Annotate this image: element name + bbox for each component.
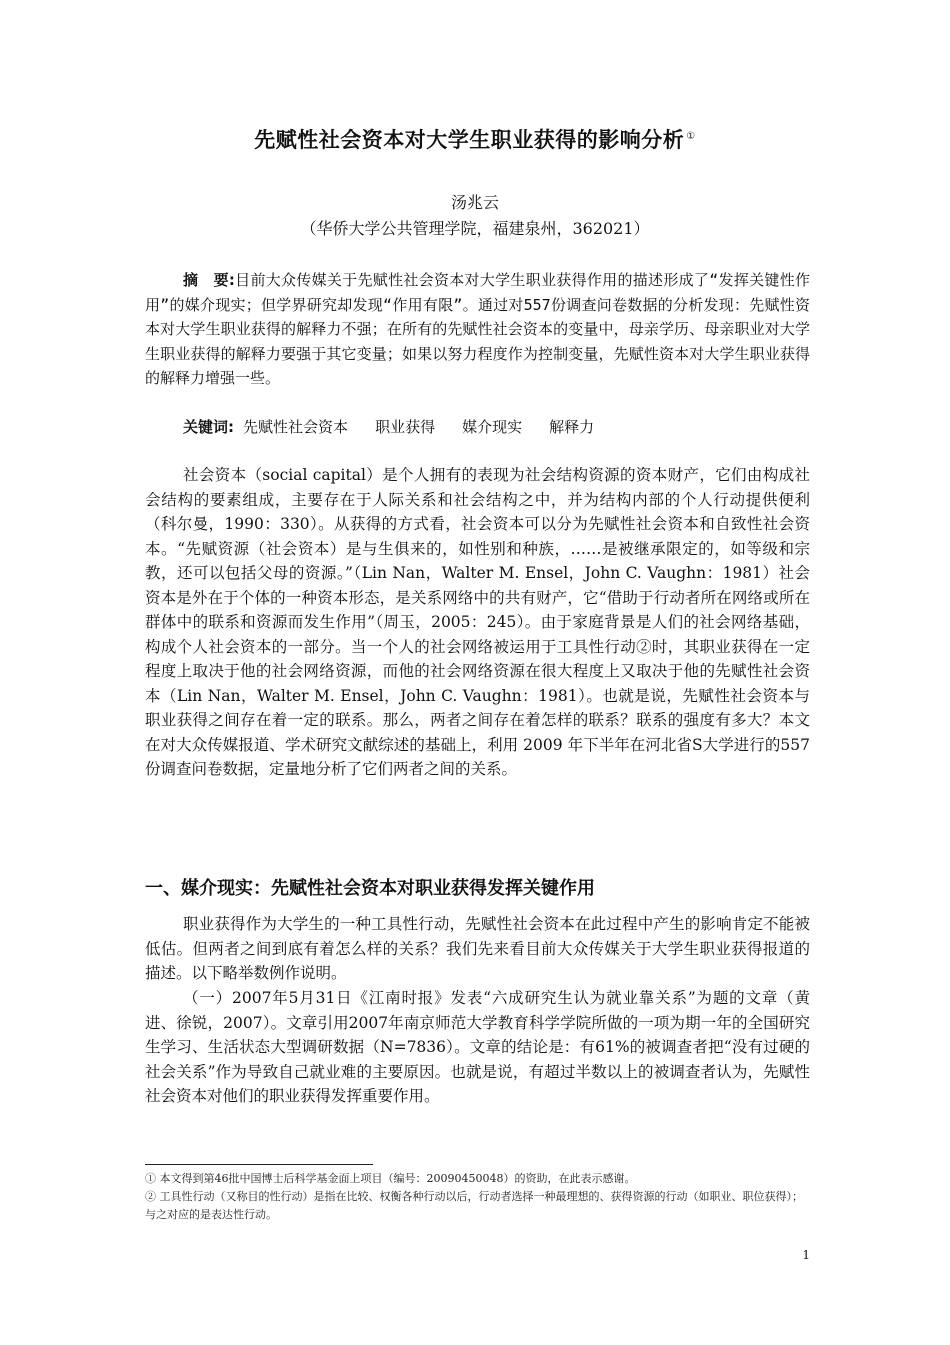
abstract-text: 目前大众传媒关于先赋性社会资本对大学生职业获得作用的描述形成了“发挥关键性作用”的媒介现实；但学界研究却发现“作用有限”。通过对557份调查问卷数据的分析发现：先赋性资本对大学生职业获得的解释力不强；在所有的先赋性社会资本的变量中，母亲学历、母亲职业对大学生职业获得的解释力要强于其它变量；如果以努力程度作为控制变量，先赋性资本对大学生职业获得的解释力增强一些。: [145, 271, 810, 387]
keyword: 先赋性社会资本: [243, 418, 349, 436]
keywords-label: 关键词:: [183, 418, 234, 436]
keyword: 媒介现实: [462, 418, 523, 436]
section-paragraph: 职业获得作为大学生的一种工具性行动，先赋性社会资本在此过程中产生的影响肯定不能被低估。但两者之间到底有着怎么样的关系？我们先来看目前大众传媒关于大学生职业获得报道的描述。以下略举数例作说明。: [145, 915, 810, 982]
section-paragraph: （一）2007年5月31日《江南时报》发表“六成研究生认为就业靠关系”为题的文章（黄进、徐锐，2007）。文章引用2007年南京师范大学教育科学学院所做的一项为期一年的全国研究生学习、生活状态大型调研数据（N=7836）。文章的结论是：有61%的被调查者把“没有过硬的社会关系”作为导致自己就业难的主要原因。也就是说，有超过半数以上的被调查者认为，先赋性社会资本对他们的职业获得发挥重要作用。: [145, 989, 810, 1105]
author-name: 汤兆云: [450, 193, 499, 212]
footnote: ① 本文得到第46批中国博士后科学基金面上项目（编号：20090450048）的资助，在此表示感谢。: [145, 1172, 636, 1185]
keyword: 职业获得: [375, 418, 436, 436]
keywords: [183, 415, 813, 439]
keyword: 解释力: [549, 418, 595, 436]
page-number: 1: [802, 1248, 810, 1262]
paper-title: [0, 124, 950, 154]
intro-paragraph: 社会资本（social capital）是个人拥有的表现为社会结构资源的资本财产，它们由构成社会结构的要素组成，主要存在于人际关系和社会结构之中，并为结构内部的个人行动提供便利（科尔曼，1990：330）。从获得的方式看，社会资本可以分为先赋性社会资本和自致性社会资本。“先赋资源（社会资本）是与生俱来的，如性别和种族，……是被继承限定的，如等级和宗教，还可以包括父母的资源。”（Lin Nan，Walter M. Ensel，John C. Vaughn：1981）社会资本是外在于个体的一种资本形态，是关系网络中的共有财产，它“借助于行动者所在网络或所在群体中的联系和资源而发生作用”（周玉，2005：245）。由于家庭背景是人们的社会网络基础，构成个人社会资本的一部分。当一个人的社会网络被运用于工具性行动②时，其职业获得在一定程度上取决于他的社会网络资源，而他的社会网络资源在很大程度上又取决于他的先赋性社会资本（Lin Nan，Walter M. Ensel，John C. Vaughn：1981）。也就是说，先赋性社会资本与职业获得之间存在着一定的联系。那么，两者之间存在着怎样的联系？联系的强度有多大？本文在对大众传媒报道、学术研究文献综述的基础上，利用 2009 年下半年在河北省S大学进行的557份调查问卷数据，定量地分析了它们两者之间的关系。: [145, 466, 810, 778]
footnote: ② 工具性行动（又称目的性行动）是指在比较、权衡各种行动以后，行动者选择一种最理想的、获得资源的行动（如职业、职位获得）；与之对应的是表达性行动。: [145, 1190, 803, 1221]
title-text: 先赋性社会资本对大学生职业获得的影响分析: [254, 128, 685, 152]
title-footnote-marker[interactable]: ①: [686, 131, 696, 142]
author-affiliation: （华侨大学公共管理学院，福建泉州，362021）: [300, 219, 650, 238]
abstract: [145, 268, 810, 391]
footnote-divider: [145, 1164, 373, 1165]
footnotes: [145, 1170, 810, 1224]
abstract-label: 摘 要:: [183, 271, 235, 289]
section-heading: 一、媒介现实：先赋性社会资本对职业获得发挥关键作用: [145, 878, 595, 899]
